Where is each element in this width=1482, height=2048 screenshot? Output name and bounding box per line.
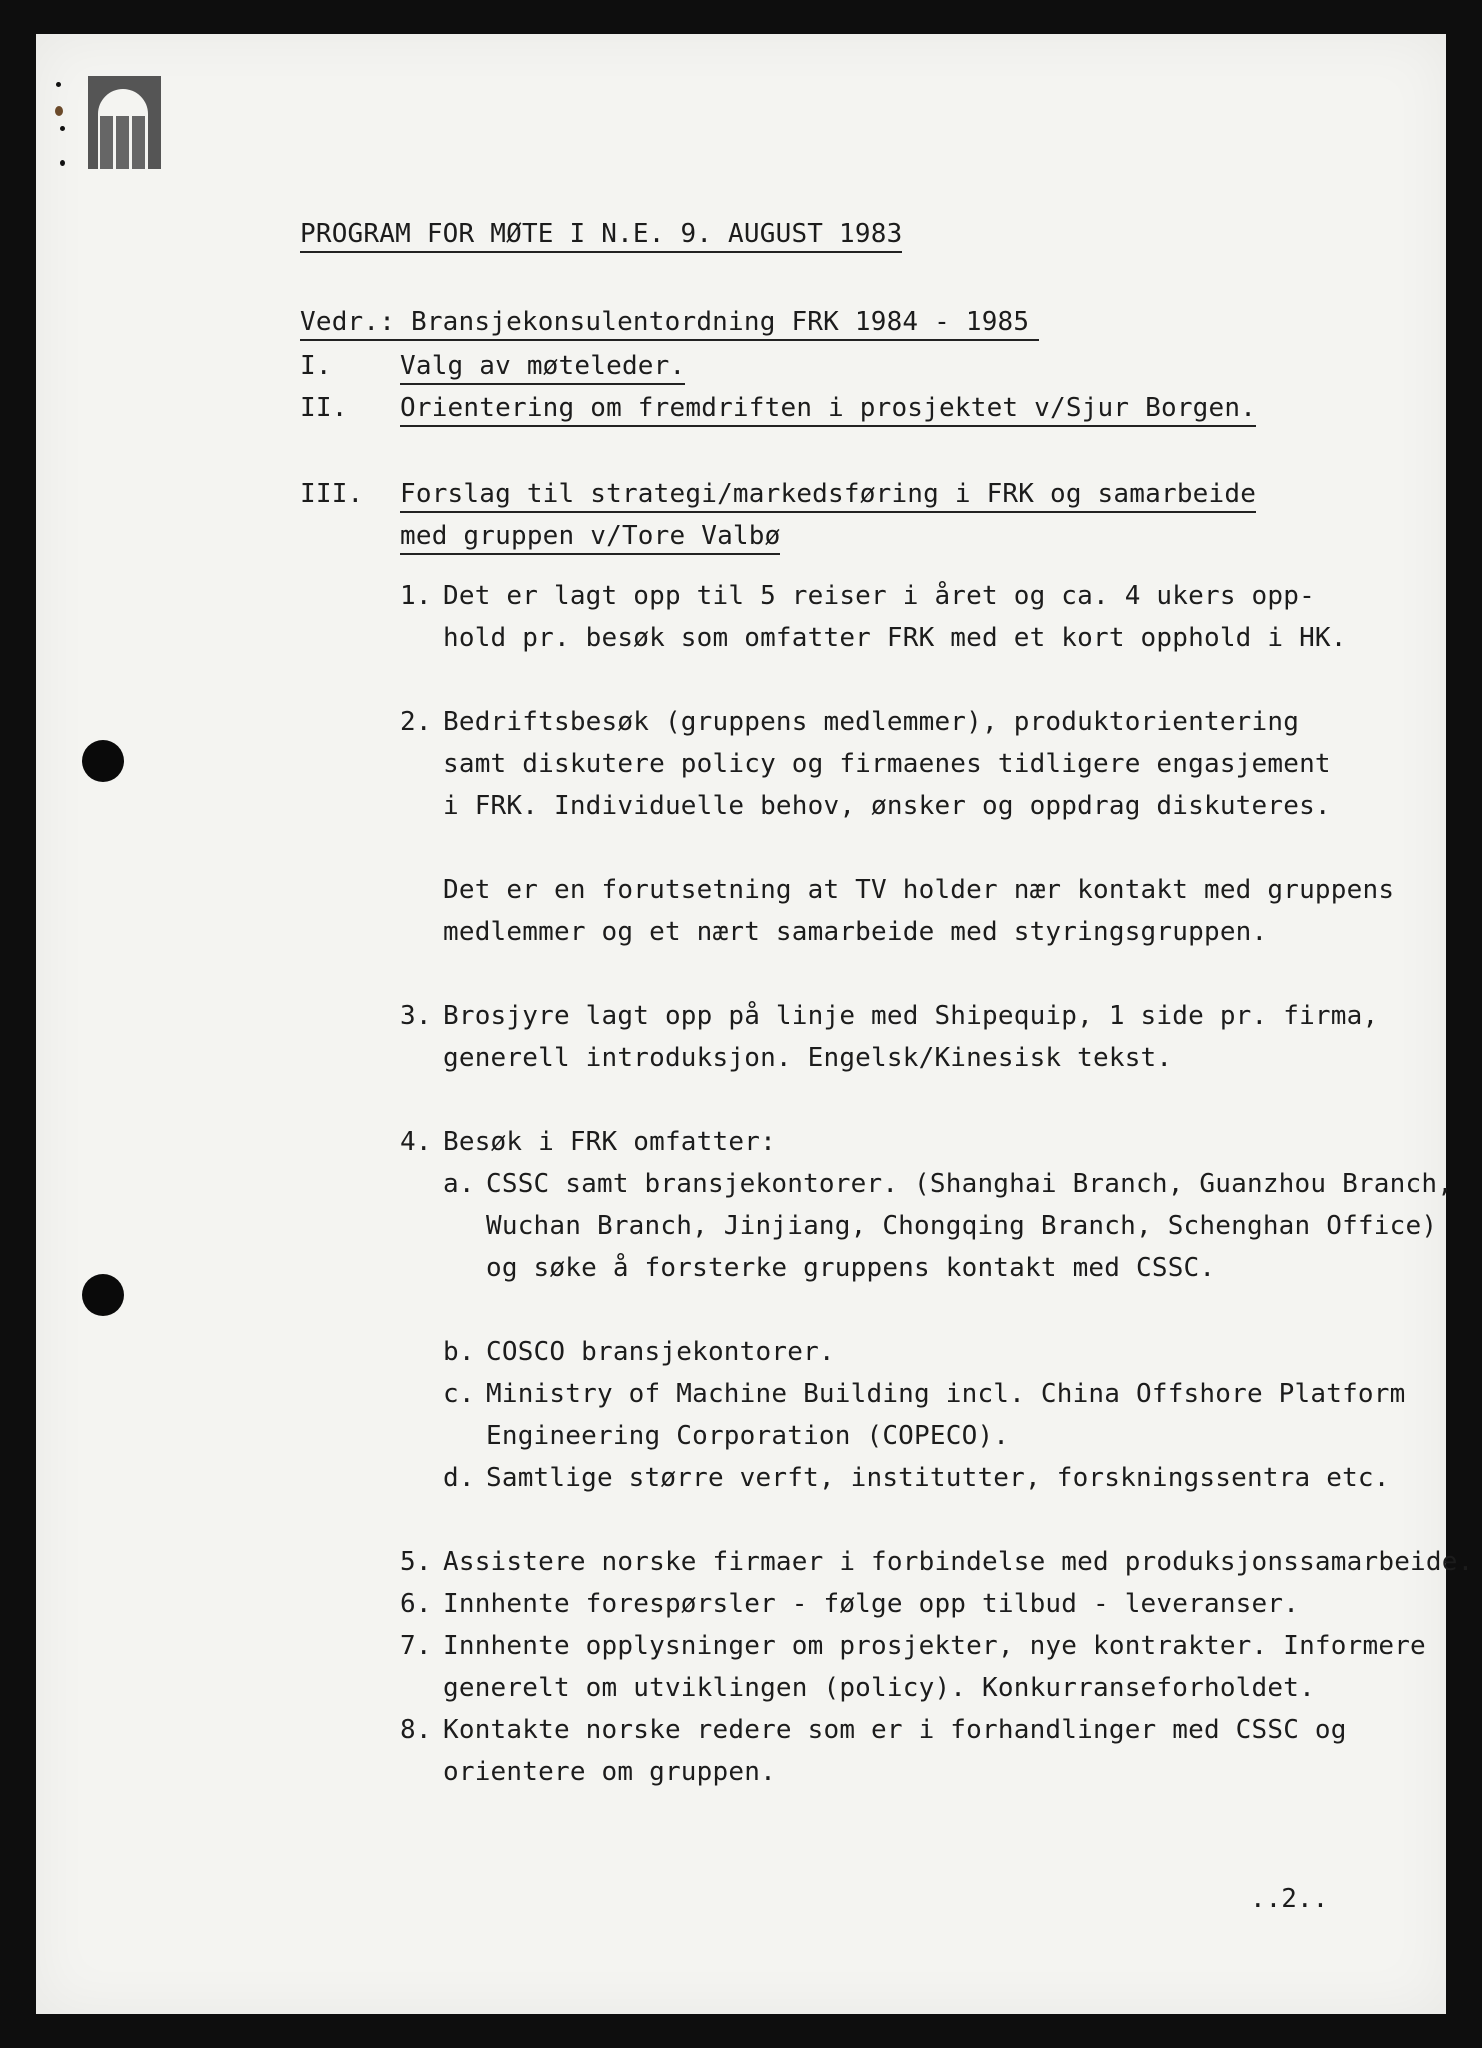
item-text: Brosjyre lagt opp på linje med Shipequip, 1 side pr. firma, xyxy=(443,1001,1379,1031)
sub-item-letter: a. xyxy=(443,1169,475,1199)
sub-item-text: COSCO bransjekontorer. xyxy=(486,1337,835,1367)
item-number: 3. xyxy=(400,1001,432,1031)
margin-mark xyxy=(60,126,65,131)
sub-item-text: og søke å forsterke gruppens kontakt med CSSC. xyxy=(486,1253,1216,1283)
item-text: Assistere norske firmaer i forbindelse med produksjonssamarbeide. xyxy=(443,1547,1474,1577)
item-text: i FRK. Individuelle behov, ønsker og oppdrag diskuteres. xyxy=(443,791,1331,821)
item-number: 8. xyxy=(400,1715,432,1745)
item-number: 4. xyxy=(400,1127,432,1157)
sub-item-text: Samtlige større verft, institutter, forskningssentra etc. xyxy=(486,1463,1390,1493)
subject-line: Vedr.: Bransjekonsulentordning FRK 1984 - 1985 xyxy=(300,308,1039,341)
binder-hole xyxy=(82,1274,124,1316)
sub-item-letter: c. xyxy=(443,1379,475,1409)
item-text: hold pr. besøk som omfatter FRK med et kort opphold i HK. xyxy=(443,623,1347,653)
item-text: Det er en forutsetning at TV holder nær kontakt med gruppens xyxy=(443,875,1395,905)
agenda-item-text: Forslag til strategi/markedsføring i FRK og samarbeide xyxy=(400,480,1256,513)
binder-hole xyxy=(82,740,124,782)
item-text: Det er lagt opp til 5 reiser i året og ca. 4 ukers opp- xyxy=(443,581,1315,611)
agenda-item-text: Valg av møteleder. xyxy=(400,352,685,385)
item-text: samt diskutere policy og firmaenes tidligere engasjement xyxy=(443,749,1331,779)
agenda-numeral: III. xyxy=(300,479,364,509)
sub-item-text: Ministry of Machine Building incl. China Offshore Platform xyxy=(486,1379,1406,1409)
item-text: orientere om gruppen. xyxy=(443,1757,776,1787)
stamp-logo xyxy=(86,74,161,169)
item-number: 5. xyxy=(400,1547,432,1577)
sub-item-text: Engineering Corporation (COPECO). xyxy=(486,1421,1010,1451)
item-text: Innhente forespørsler - følge opp tilbud - leveranser. xyxy=(443,1589,1300,1619)
item-number: 6. xyxy=(400,1589,432,1619)
page-continuation: ..2.. xyxy=(1250,1884,1329,1914)
item-number: 7. xyxy=(400,1631,432,1661)
agenda-item-text: Orientering om fremdriften i prosjektet v/Sjur Borgen. xyxy=(400,394,1256,427)
margin-mark xyxy=(56,82,61,87)
sub-item-text: Wuchan Branch, Jinjiang, Chongqing Branch, Schenghan Office) xyxy=(486,1211,1438,1241)
agenda-numeral: I. xyxy=(300,351,332,381)
margin-mark xyxy=(60,160,65,166)
document-page xyxy=(36,34,1474,2014)
item-text: Innhente opplysninger om prosjekter, nye kontrakter. Informere xyxy=(443,1631,1426,1661)
item-text: Bedriftsbesøk (gruppens medlemmer), produktorientering xyxy=(443,707,1300,737)
sub-item-text: CSSC samt bransjekontorer. (Shanghai Branch, Guanzhou Branch, xyxy=(486,1169,1454,1199)
page-title: PROGRAM FOR MØTE I N.E. 9. AUGUST 1983 xyxy=(300,220,902,253)
item-text: Besøk i FRK omfatter: xyxy=(443,1127,776,1157)
sub-item-letter: d. xyxy=(443,1463,475,1493)
margin-mark xyxy=(55,106,63,116)
item-text: medlemmer og et nært samarbeide med styringsgruppen. xyxy=(443,917,1268,947)
item-number: 2. xyxy=(400,707,432,737)
agenda-numeral: II. xyxy=(300,393,348,423)
sub-item-letter: b. xyxy=(443,1337,475,1367)
item-number: 1. xyxy=(400,581,432,611)
agenda-item-text: med gruppen v/Tore Valbø xyxy=(400,522,780,555)
item-text: generelt om utviklingen (policy). Konkurranseforholdet. xyxy=(443,1673,1315,1703)
item-text: generell introduksjon. Engelsk/Kinesisk tekst. xyxy=(443,1043,1173,1073)
item-text: Kontakte norske redere som er i forhandlinger med CSSC og xyxy=(443,1715,1347,1745)
